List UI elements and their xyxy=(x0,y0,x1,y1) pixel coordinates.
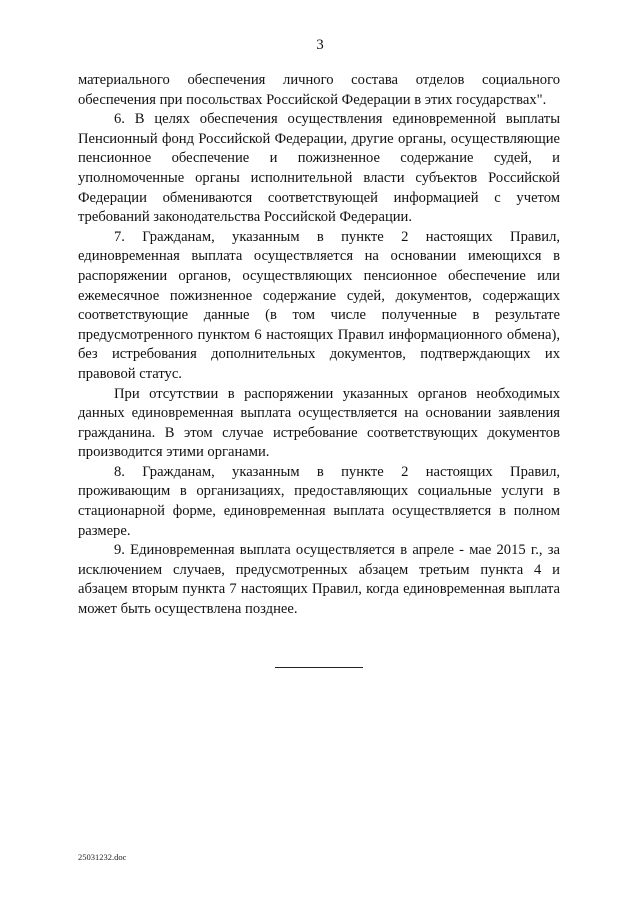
paragraph-item-8: 8. Гражданам, указанным в пункте 2 настоящих Правил, проживающим в организациях, предоставляющих социальные услуги в стационарной форме, единовременная выплата осуществляется в полном размере. xyxy=(78,463,560,539)
paragraph-item-6: 6. В целях обеспечения осуществления единовременной выплаты Пенсионный фонд Российской Федерации, другие органы, осуществляющие пенсионное обеспечение и пожизненное содержание судей, и уполномоченные органы исполнительной власти субъектов Российской Федерации обмениваются соответствующей информацией с учетом требований законодательства Российской Федерации. xyxy=(78,111,560,226)
page-number: 3 xyxy=(316,37,324,53)
paragraph-item-7-absence: При отсутствии в распоряжении указанных органов необходимых данных единовременная выплата осуществляется на основании заявления гражданина. В этом случае истребование соответствующих документов производится этими органами. xyxy=(78,385,560,461)
document-body xyxy=(78,71,560,620)
end-separator-line xyxy=(275,667,363,668)
footer-filename: 25031232.doc xyxy=(78,852,127,862)
paragraph-item-9: 9. Единовременная выплата осуществляется в апреле - мае 2015 г., за исключением случаев, предусмотренных абзацем третьим пункта 4 и абзацем вторым пункта 7 настоящих Правил, когда единовременная выплата может быть осуществлена позднее. xyxy=(78,542,560,618)
paragraph-continuation: материального обеспечения личного состава отделов социального обеспечения при посольствах Российской Федерации в этих государствах". xyxy=(78,72,560,108)
paragraph-item-7: 7. Гражданам, указанным в пункте 2 настоящих Правил, единовременная выплата осуществляется на основании имеющихся в распоряжении органов, осуществляющих пенсионное обеспечение или ежемесячное пожизненное содержание судей, документов, содержащих соответствующие данные (в том числе полученные в результате предусмотренного пунктом 6 настоящих Правил информационного обмена), без истребования дополнительных документов, подтверждающих их правовой статус. xyxy=(78,228,560,382)
